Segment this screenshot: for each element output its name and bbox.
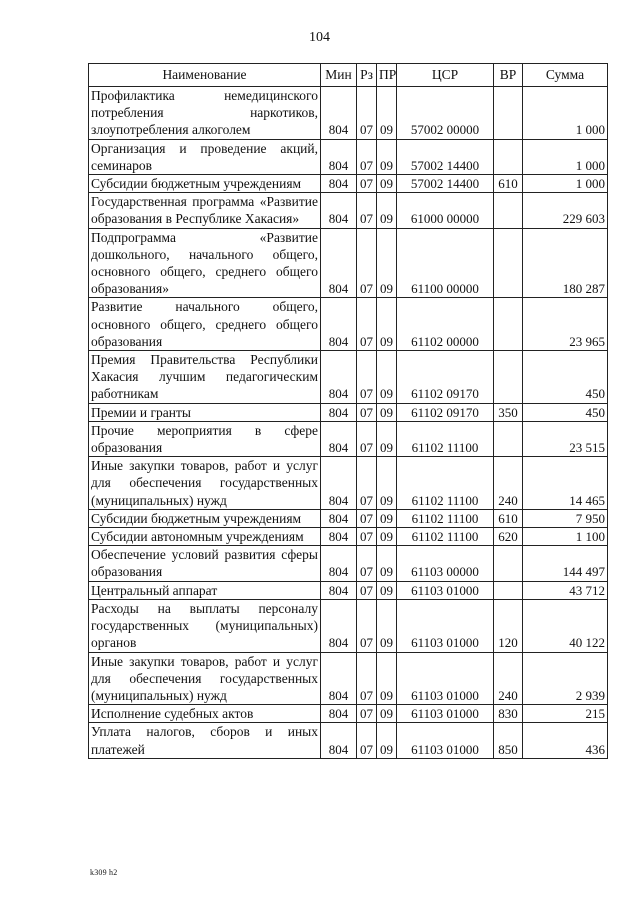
header-csr: ЦСР [397,64,494,87]
cell-sum: 436 [523,723,608,758]
cell-csr: 61103 00000 [397,546,494,581]
table-row [89,723,608,758]
table-row [89,509,608,527]
cell-min: 804 [321,723,357,758]
cell-min: 804 [321,298,357,351]
cell-min: 804 [321,175,357,193]
cell-name: Профилактика немедицинского потребления наркотиков, злоупотребления алкоголем [89,87,321,140]
cell-min: 804 [321,139,357,174]
cell-pr: 09 [377,351,397,404]
cell-rz: 07 [357,87,377,140]
cell-csr: 61103 01000 [397,652,494,705]
cell-pr: 09 [377,421,397,456]
cell-name: Организация и проведение акций, семинаров [89,139,321,174]
cell-vr [494,421,523,456]
cell-vr: 120 [494,599,523,652]
cell-sum: 144 497 [523,546,608,581]
cell-rz: 07 [357,175,377,193]
cell-vr [494,193,523,228]
cell-name: Исполнение судебных актов [89,705,321,723]
cell-vr: 610 [494,175,523,193]
budget-table [88,63,608,759]
cell-vr: 830 [494,705,523,723]
cell-rz: 07 [357,652,377,705]
cell-vr [494,298,523,351]
cell-name: Расходы на выплаты персоналу государственных (муниципальных) органов [89,599,321,652]
cell-name: Государственная программа «Развитие образования в Республике Хакасия» [89,193,321,228]
cell-vr [494,139,523,174]
cell-csr: 57002 14400 [397,175,494,193]
cell-name: Уплата налогов, сборов и иных платежей [89,723,321,758]
cell-vr: 610 [494,509,523,527]
cell-rz: 07 [357,581,377,599]
cell-name: Центральный аппарат [89,581,321,599]
cell-pr: 09 [377,652,397,705]
cell-min: 804 [321,546,357,581]
cell-csr: 61102 11100 [397,528,494,546]
cell-csr: 57002 14400 [397,139,494,174]
cell-sum: 40 122 [523,599,608,652]
cell-min: 804 [321,652,357,705]
table-row [89,403,608,421]
table-row [89,705,608,723]
footer-code: k309 h2 [90,868,118,877]
cell-min: 804 [321,528,357,546]
cell-rz: 07 [357,403,377,421]
cell-name: Премия Правительства Республики Хакасия лучшим педагогическим работникам [89,351,321,404]
cell-sum: 1 000 [523,175,608,193]
table-row [89,228,608,298]
cell-csr: 61102 11100 [397,421,494,456]
cell-sum: 1 100 [523,528,608,546]
cell-rz: 07 [357,705,377,723]
cell-rz: 07 [357,421,377,456]
cell-pr: 09 [377,705,397,723]
cell-rz: 07 [357,193,377,228]
cell-pr: 09 [377,139,397,174]
table-row [89,87,608,140]
cell-name: Развитие начального общего, основного общего, среднего общего образования [89,298,321,351]
cell-sum: 180 287 [523,228,608,298]
table-row [89,652,608,705]
cell-name: Субсидии бюджетным учреждениям [89,175,321,193]
cell-vr [494,228,523,298]
cell-rz: 07 [357,509,377,527]
cell-vr [494,581,523,599]
cell-pr: 09 [377,599,397,652]
cell-name: Иные закупки товаров, работ и услуг для обеспечения государственных (муниципальных) нужд [89,457,321,510]
cell-pr: 09 [377,403,397,421]
cell-min: 804 [321,705,357,723]
cell-min: 804 [321,421,357,456]
cell-csr: 61102 09170 [397,351,494,404]
cell-rz: 07 [357,599,377,652]
cell-name: Прочие мероприятия в сфере образования [89,421,321,456]
cell-vr: 240 [494,457,523,510]
cell-rz: 07 [357,139,377,174]
cell-pr: 09 [377,723,397,758]
page-number: 104 [309,30,330,45]
cell-vr [494,351,523,404]
cell-rz: 07 [357,528,377,546]
cell-csr: 61102 11100 [397,457,494,510]
cell-sum: 229 603 [523,193,608,228]
cell-sum: 2 939 [523,652,608,705]
cell-name: Обеспечение условий развития сферы образования [89,546,321,581]
cell-sum: 215 [523,705,608,723]
cell-vr: 850 [494,723,523,758]
table-row [89,421,608,456]
cell-pr: 09 [377,509,397,527]
cell-sum: 14 465 [523,457,608,510]
header-sum: Сумма [523,64,608,87]
cell-sum: 7 950 [523,509,608,527]
cell-rz: 07 [357,298,377,351]
table-row [89,581,608,599]
cell-name: Субсидии автономным учреждениям [89,528,321,546]
cell-min: 804 [321,228,357,298]
cell-sum: 450 [523,403,608,421]
cell-min: 804 [321,509,357,527]
cell-pr: 09 [377,528,397,546]
table-row [89,351,608,404]
cell-pr: 09 [377,457,397,510]
cell-rz: 07 [357,351,377,404]
cell-pr: 09 [377,87,397,140]
cell-min: 804 [321,87,357,140]
cell-pr: 09 [377,193,397,228]
cell-vr [494,87,523,140]
header-name: Наименование [89,64,321,87]
cell-min: 804 [321,403,357,421]
cell-csr: 61103 01000 [397,581,494,599]
cell-name: Премии и гранты [89,403,321,421]
table-row [89,599,608,652]
cell-min: 804 [321,351,357,404]
cell-min: 804 [321,193,357,228]
cell-csr: 61000 00000 [397,193,494,228]
cell-sum: 1 000 [523,139,608,174]
cell-sum: 450 [523,351,608,404]
cell-csr: 61103 01000 [397,705,494,723]
cell-vr: 350 [494,403,523,421]
cell-rz: 07 [357,228,377,298]
header-min: Мин [321,64,357,87]
cell-rz: 07 [357,457,377,510]
cell-pr: 09 [377,298,397,351]
cell-pr: 09 [377,228,397,298]
table-row [89,175,608,193]
header-pr: ПР [377,64,397,87]
cell-vr: 240 [494,652,523,705]
cell-csr: 61102 00000 [397,298,494,351]
cell-vr: 620 [494,528,523,546]
cell-rz: 07 [357,723,377,758]
cell-csr: 61103 01000 [397,723,494,758]
cell-vr [494,546,523,581]
table-row [89,528,608,546]
table-row [89,546,608,581]
cell-min: 804 [321,457,357,510]
cell-csr: 61100 00000 [397,228,494,298]
table-row [89,457,608,510]
cell-csr: 61103 01000 [397,599,494,652]
header-vr: ВР [494,64,523,87]
cell-name: Субсидии бюджетным учреждениям [89,509,321,527]
header-rz: Рз [357,64,377,87]
cell-pr: 09 [377,546,397,581]
table-row [89,193,608,228]
cell-pr: 09 [377,581,397,599]
table-row [89,139,608,174]
cell-min: 804 [321,599,357,652]
cell-pr: 09 [377,175,397,193]
cell-min: 804 [321,581,357,599]
cell-sum: 1 000 [523,87,608,140]
cell-rz: 07 [357,546,377,581]
cell-sum: 23 515 [523,421,608,456]
table-row [89,298,608,351]
cell-csr: 57002 00000 [397,87,494,140]
cell-sum: 23 965 [523,298,608,351]
table-header-row [89,64,608,87]
cell-name: Иные закупки товаров, работ и услуг для обеспечения государственных (муниципальных) нужд [89,652,321,705]
cell-sum: 43 712 [523,581,608,599]
cell-name: Подпрограмма «Развитие дошкольного, начального общего, основного общего, среднего общего образования» [89,228,321,298]
cell-csr: 61102 11100 [397,509,494,527]
cell-csr: 61102 09170 [397,403,494,421]
